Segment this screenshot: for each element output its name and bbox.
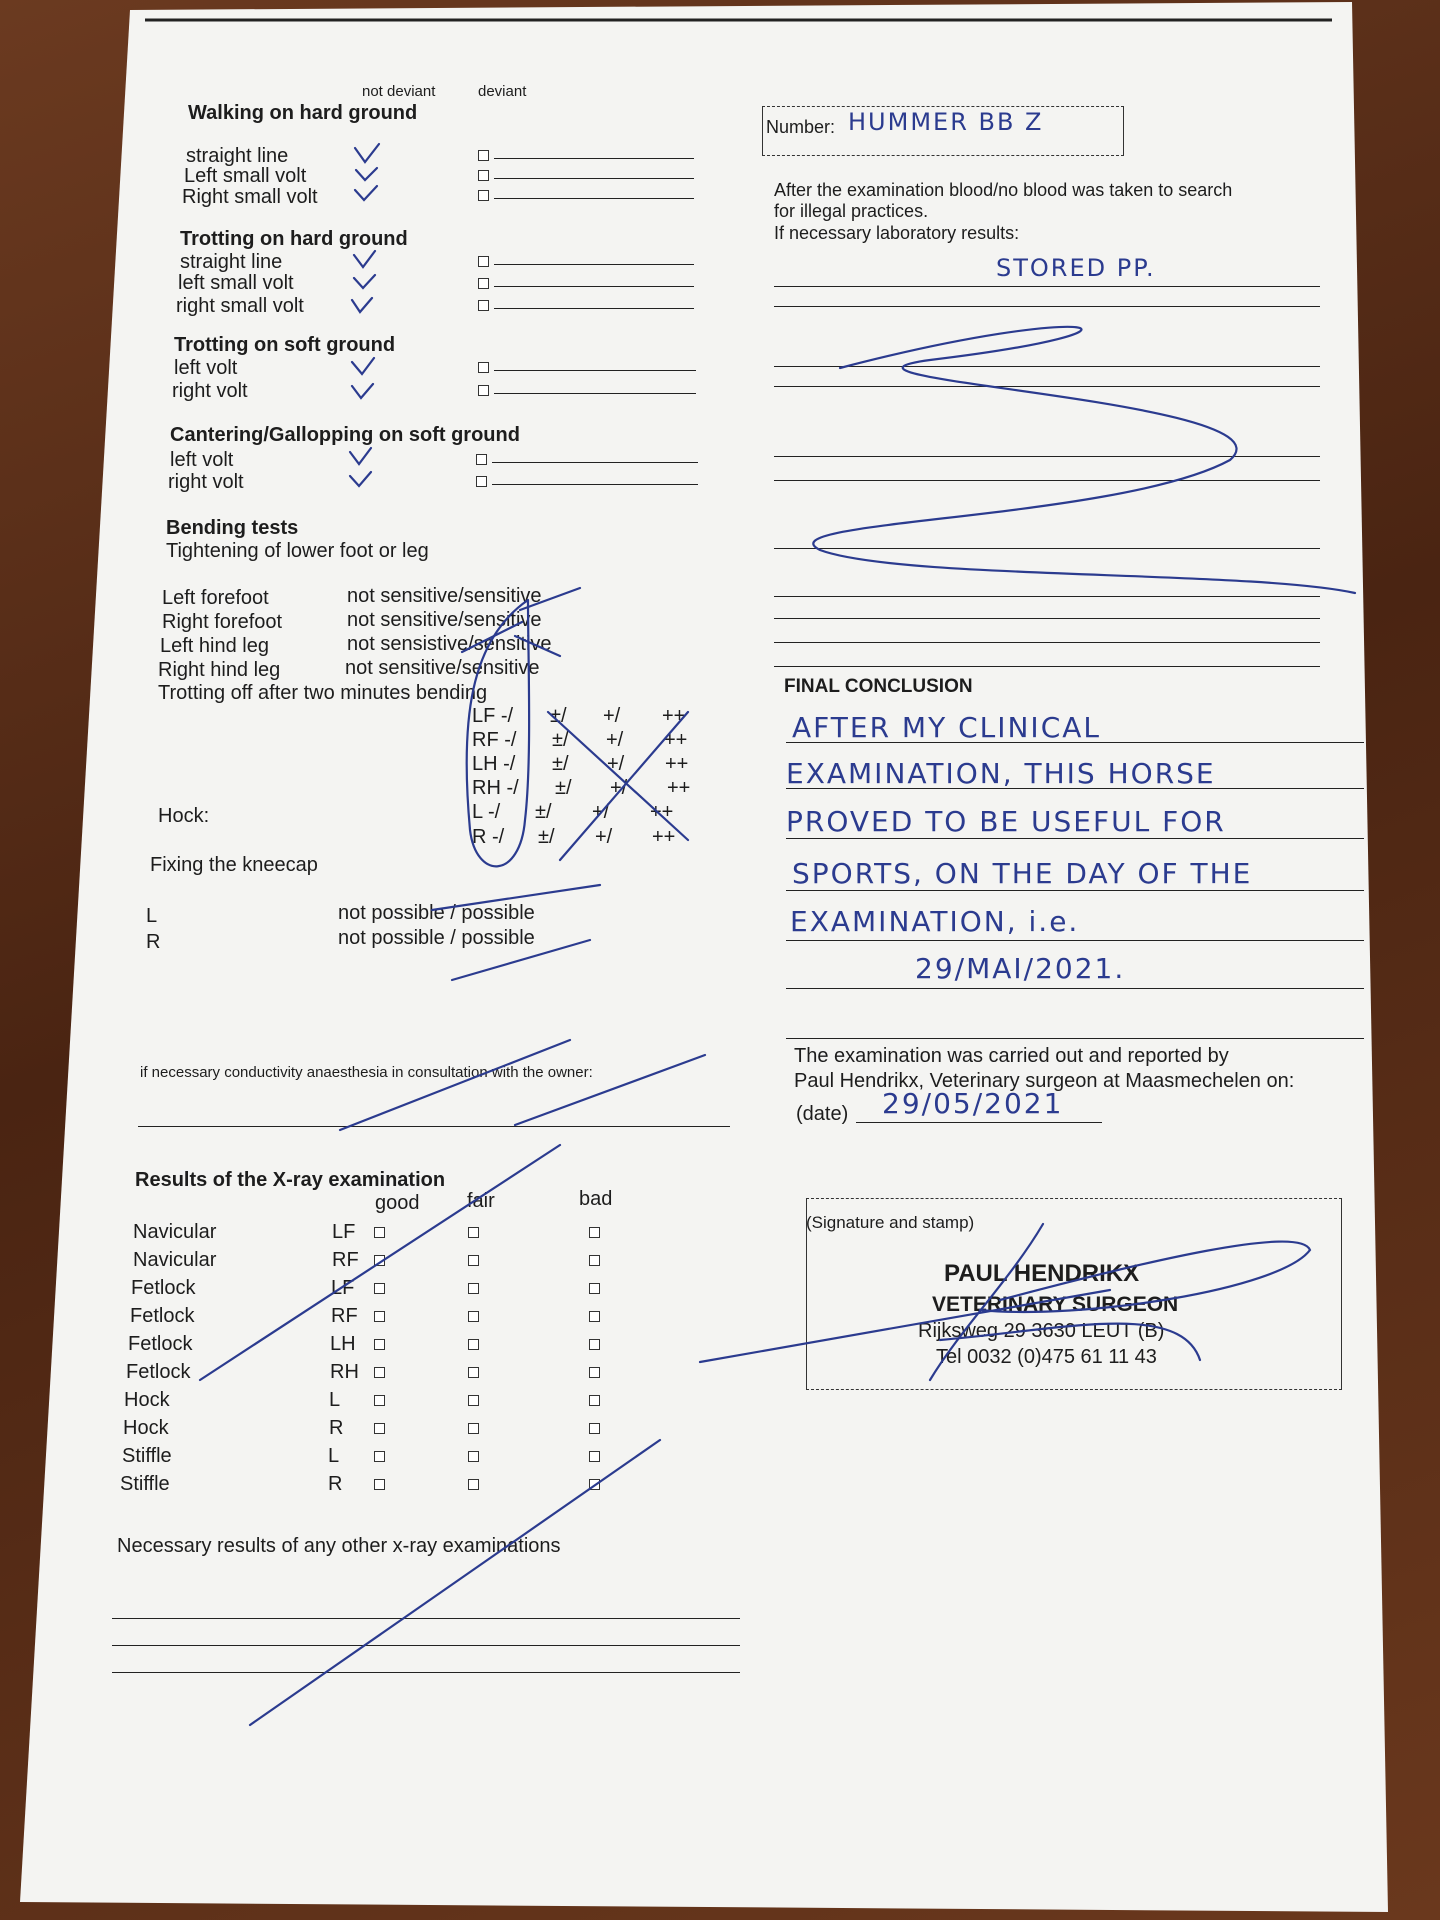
xray-row-name: Hock [123, 1417, 169, 1439]
blank-line [492, 462, 698, 463]
trotting-soft-item: left volt [174, 357, 238, 379]
xray-row-pos: L [328, 1445, 340, 1467]
grade-b: +/ [607, 753, 625, 775]
xray-checkbox-good[interactable] [374, 1451, 385, 1462]
carried-out-text: The examination was carried out and reported by [794, 1045, 1229, 1067]
blank-line [492, 484, 698, 485]
checkbox[interactable] [478, 300, 489, 311]
grade-leg: LH -/ [472, 753, 516, 775]
stamp-phone: Tel 0032 (0)475 61 11 43 [936, 1346, 1157, 1368]
bending-subtitle: Tightening of lower foot or leg [166, 540, 429, 562]
conclusion-line-rule [786, 838, 1364, 839]
bending-row-label: Left forefoot [162, 587, 269, 609]
grade-c: ++ [650, 801, 674, 823]
stamp-address: Rijksweg 29 3630 LEUT (B) [918, 1320, 1165, 1342]
header-deviant: deviant [478, 83, 527, 100]
bending-row-label: Right hind leg [158, 659, 281, 681]
checkbox[interactable] [478, 256, 489, 267]
trotting-soft-title: Trotting on soft ground [174, 334, 396, 356]
hock-label: Hock: [158, 805, 210, 827]
conclusion-line-rule [786, 1038, 1364, 1039]
xray-row-pos: L [329, 1389, 341, 1411]
conclusion-line-rule [786, 890, 1364, 891]
xray-row-pos: LH [330, 1333, 356, 1355]
xray-checkbox-good[interactable] [374, 1479, 385, 1490]
number-value: HUMMER BB Z [848, 108, 1044, 136]
kneecap-value: not possible / possible [338, 902, 535, 924]
checkbox[interactable] [476, 454, 487, 465]
xray-checkbox-bad[interactable] [589, 1451, 600, 1462]
walking-item: Left small volt [184, 165, 307, 187]
grade-leg: LF -/ [472, 705, 514, 727]
xray-checkbox-bad[interactable] [589, 1423, 600, 1434]
grade-a: ±/ [538, 826, 555, 848]
blank-line [774, 618, 1320, 619]
stored-note: STORED PP. [996, 254, 1156, 282]
carried-out-text: Paul Hendrikx, Veterinary surgeon at Maasmechelen on: [794, 1070, 1295, 1092]
xray-checkbox-good[interactable] [374, 1255, 385, 1266]
date-label: (date) [796, 1103, 849, 1125]
xray-row-pos: LF [331, 1277, 355, 1299]
conclusion-line-rule [786, 940, 1364, 941]
bending-row-value: not sensitive/sensitive [347, 585, 542, 607]
blank-line [138, 1126, 730, 1127]
blank-line [774, 306, 1320, 307]
stamp-title: VETERINARY SURGEON [932, 1293, 1179, 1316]
xray-row-pos: RF [332, 1249, 359, 1271]
blank-line [774, 642, 1320, 643]
xray-checkbox-fair[interactable] [468, 1479, 479, 1490]
grade-a: ±/ [555, 777, 572, 799]
blank-line [774, 548, 1320, 549]
bending-title: Bending tests [166, 517, 299, 539]
blank-line [774, 386, 1320, 387]
checkbox[interactable] [478, 385, 489, 396]
xray-checkbox-fair[interactable] [468, 1367, 479, 1378]
xray-checkbox-fair[interactable] [468, 1423, 479, 1434]
xray-row-name: Navicular [133, 1221, 217, 1243]
kneecap-side: L [146, 905, 158, 927]
xray-row-name: Fetlock [130, 1305, 195, 1327]
xray-row-pos: LF [332, 1221, 356, 1243]
xray-checkbox-fair[interactable] [468, 1227, 479, 1238]
kneecap-title: Fixing the kneecap [150, 854, 318, 876]
trotting-hard-title: Trotting on hard ground [180, 228, 408, 250]
conclusion-line: SPORTS, ON THE DAY OF THE [792, 857, 1253, 890]
xray-checkbox-bad[interactable] [589, 1255, 600, 1266]
blank-line [774, 456, 1320, 457]
blank-line [494, 158, 694, 159]
conclusion-line: PROVED TO BE USEFUL FOR [786, 805, 1226, 838]
anaesthesia-text: if necessary conductivity anaesthesia in consultation with the owner: [140, 1064, 593, 1081]
xray-checkbox-bad[interactable] [589, 1479, 600, 1490]
final-conclusion-title: FINAL CONCLUSION [784, 676, 973, 697]
number-label: Number: [766, 117, 836, 137]
trotting-hard-item: left small volt [178, 272, 294, 294]
xray-checkbox-bad[interactable] [589, 1227, 600, 1238]
conclusion-line: EXAMINATION, i.e. [790, 905, 1080, 938]
blank-line [774, 366, 1320, 367]
conclusion-line: EXAMINATION, THIS HORSE [786, 757, 1216, 790]
xray-checkbox-bad[interactable] [589, 1367, 600, 1378]
xray-row-name: Stiffle [120, 1473, 170, 1495]
bending-row-value: not sensitive/sensitive [345, 657, 540, 679]
xray-checkbox-bad[interactable] [589, 1339, 600, 1350]
walking-item: straight line [186, 145, 289, 167]
grade-b: +/ [610, 777, 628, 799]
blood-text: for illegal practices. [774, 201, 929, 221]
grade-a: ±/ [550, 705, 567, 727]
xray-col-bad: bad [579, 1188, 613, 1210]
xray-checkbox-bad[interactable] [589, 1311, 600, 1322]
grade-b: +/ [592, 801, 610, 823]
xray-checkbox-fair[interactable] [468, 1311, 479, 1322]
xray-row-name: Navicular [133, 1249, 217, 1271]
blank-line [494, 370, 696, 371]
grade-c: ++ [662, 705, 686, 727]
xray-checkbox-bad[interactable] [589, 1283, 600, 1294]
grade-a: ±/ [552, 753, 569, 775]
grade-c: ++ [665, 753, 689, 775]
grade-leg: RF -/ [472, 729, 517, 751]
xray-other-title: Necessary results of any other x-ray examinations [117, 1535, 561, 1557]
grade-b: +/ [603, 705, 621, 727]
bending-row-label: Right forefoot [162, 611, 283, 633]
cantering-item: right volt [168, 471, 244, 493]
xray-checkbox-good[interactable] [374, 1283, 385, 1294]
cantering-item: left volt [170, 449, 234, 471]
grade-leg: RH -/ [472, 777, 519, 799]
xray-checkbox-good[interactable] [374, 1339, 385, 1350]
checkbox[interactable] [478, 170, 489, 181]
kneecap-value: not possible / possible [338, 927, 535, 949]
blank-line [112, 1672, 740, 1673]
xray-checkbox-good[interactable] [374, 1423, 385, 1434]
trotting-hard-item: right small volt [176, 295, 304, 317]
kneecap-side: R [146, 931, 161, 953]
trotting-hard-item: straight line [180, 251, 283, 273]
grade-a: ±/ [535, 801, 552, 823]
xray-checkbox-fair[interactable] [468, 1255, 479, 1266]
checkbox[interactable] [476, 476, 487, 487]
xray-row-name: Fetlock [131, 1277, 196, 1299]
xray-row-pos: RH [330, 1361, 359, 1383]
xray-row-name: Hock [124, 1389, 170, 1411]
blank-line [112, 1645, 740, 1646]
checkbox[interactable] [478, 150, 489, 161]
grade-c: ++ [667, 777, 691, 799]
xray-col-good: good [375, 1192, 420, 1214]
blank-line [494, 178, 694, 179]
xray-checkbox-bad[interactable] [589, 1395, 600, 1406]
blank-line [494, 264, 694, 265]
grade-b: +/ [595, 826, 613, 848]
xray-row-name: Fetlock [126, 1361, 191, 1383]
blank-line [494, 286, 694, 287]
checkbox[interactable] [478, 278, 489, 289]
grade-a: ±/ [552, 729, 569, 751]
checkbox[interactable] [478, 362, 489, 373]
grade-b: +/ [606, 729, 624, 751]
blank-line [774, 666, 1320, 667]
bending-row-value: not sensitive/sensitive [347, 609, 542, 631]
xray-row-pos: R [329, 1417, 344, 1439]
conclusion-line-rule [786, 988, 1364, 989]
blank-line [856, 1122, 1102, 1123]
xray-checkbox-fair[interactable] [468, 1451, 479, 1462]
checkbox[interactable] [478, 190, 489, 201]
xray-checkbox-fair[interactable] [468, 1339, 479, 1350]
xray-checkbox-good[interactable] [374, 1367, 385, 1378]
xray-checkbox-fair[interactable] [468, 1395, 479, 1406]
xray-checkbox-good[interactable] [374, 1227, 385, 1238]
signature-label: (Signature and stamp) [806, 1213, 975, 1232]
trotting-off-label: Trotting off after two minutes bending [158, 682, 488, 704]
bending-row-label: Left hind leg [160, 635, 269, 657]
blank-line [494, 198, 694, 199]
xray-checkbox-good[interactable] [374, 1395, 385, 1406]
blank-line [494, 393, 696, 394]
trotting-soft-item: right volt [172, 380, 248, 402]
grade-c: ++ [652, 826, 676, 848]
grade-c: ++ [664, 729, 688, 751]
blood-text: After the examination blood/no blood was taken to search [774, 180, 1233, 200]
blank-line [112, 1618, 740, 1619]
date-value: 29/05/2021 [882, 1087, 1064, 1120]
xray-title: Results of the X-ray examination [135, 1169, 446, 1191]
walking-item: Right small volt [182, 186, 318, 208]
xray-row-name: Fetlock [128, 1333, 193, 1355]
xray-row-pos: R [328, 1473, 343, 1495]
xray-row-name: Stiffle [122, 1445, 172, 1467]
xray-row-pos: RF [331, 1305, 358, 1327]
xray-col-fair: fair [467, 1190, 495, 1212]
grade-leg: L -/ [472, 801, 501, 823]
blank-line [774, 596, 1320, 597]
conclusion-line: AFTER MY CLINICAL [792, 711, 1101, 744]
blank-line [774, 480, 1320, 481]
grade-leg: R -/ [472, 826, 505, 848]
blank-line [494, 308, 694, 309]
blood-text: If necessary laboratory results: [774, 223, 1020, 243]
blank-line [774, 286, 1320, 287]
xray-checkbox-good[interactable] [374, 1311, 385, 1322]
cantering-title: Cantering/Gallopping on soft ground [170, 424, 520, 446]
xray-checkbox-fair[interactable] [468, 1283, 479, 1294]
stamp-name: PAUL HENDRIKX [944, 1260, 1140, 1287]
walking-title: Walking on hard ground [188, 102, 418, 124]
conclusion-line: 29/MAI/2021. [915, 952, 1126, 985]
header-not-deviant: not deviant [362, 83, 436, 100]
bending-row-value: not sensistive/sensitive [347, 633, 552, 655]
